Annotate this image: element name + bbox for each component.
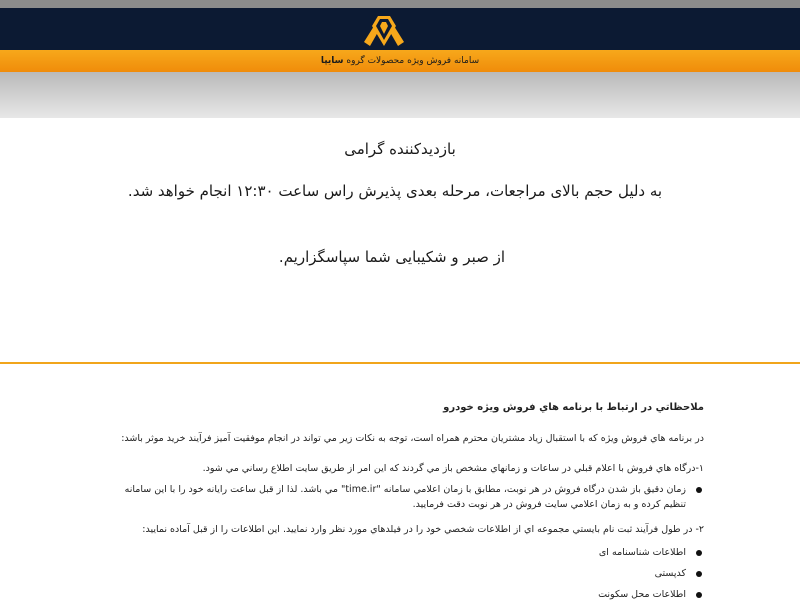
notice-thanks: از صبر و شکیبایی شما سپاسگزاریم. (278, 248, 506, 266)
list-item: کدپستی (100, 566, 686, 581)
guide-point-1-list (100, 482, 704, 512)
notice-panel (0, 118, 800, 364)
guide-point-2: ۲- در طول فرآيند ثبت نام بايستي مجموعه اي از اطلاعات شخصي خود را در فيلدهاي مورد نظر وارد نماييد. اين اطلاعات را از قبل آماده نماييد: (142, 524, 704, 535)
guide-intro: در برنامه هاي فروش ويژه که با استقبال زياد مشتريان محترم همراه است، توجه به نکات زير مي تواند در انجام موفقيت آميز فرآيند خريد موثر باشد: (121, 433, 704, 444)
site-tagline (0, 56, 800, 66)
list-item: زمان دقيق باز شدن درگاه فروش در هر نوبت، مطابق با زمان اعلامي سامانه "time.ir" مي باشد. لذا از قبل ساعت رايانه خود را با اين سامانه تنظيم کرده و به زمان اعلامي سايت فروش در هر نوبت دقت فرماييد. (100, 482, 686, 512)
notice-message: به دلیل حجم بالای مراجعات، مرحله بعدی پذیرش راس ساعت ۱۲:۳۰ انجام خواهد شد. (127, 182, 663, 200)
guide-point-1: ۱-درگاه هاي فروش با اعلام قبلي در ساعات و زمانهاي مشخص باز مي گردند که اين امر از طريق سايت اطلاع رساني مي شود. (202, 463, 704, 474)
guide-point-2-list (100, 545, 704, 602)
top-strip (0, 0, 800, 8)
guide-title: ملاحظاتي در ارتباط با برنامه هاي فروش ويژه خودرو (443, 402, 704, 413)
tagline-brand: سایپا (320, 56, 344, 66)
gray-band (0, 72, 800, 120)
tagline-prefix: سامانه فروش ویژه محصولات گروه (346, 56, 480, 66)
notice-greeting: بازدیدکننده گرامی (344, 140, 456, 158)
guide-section (100, 400, 704, 612)
list-item: اطلاعات شناسنامه ای (100, 545, 686, 560)
list-item: اطلاعات محل سکونت (100, 587, 686, 602)
